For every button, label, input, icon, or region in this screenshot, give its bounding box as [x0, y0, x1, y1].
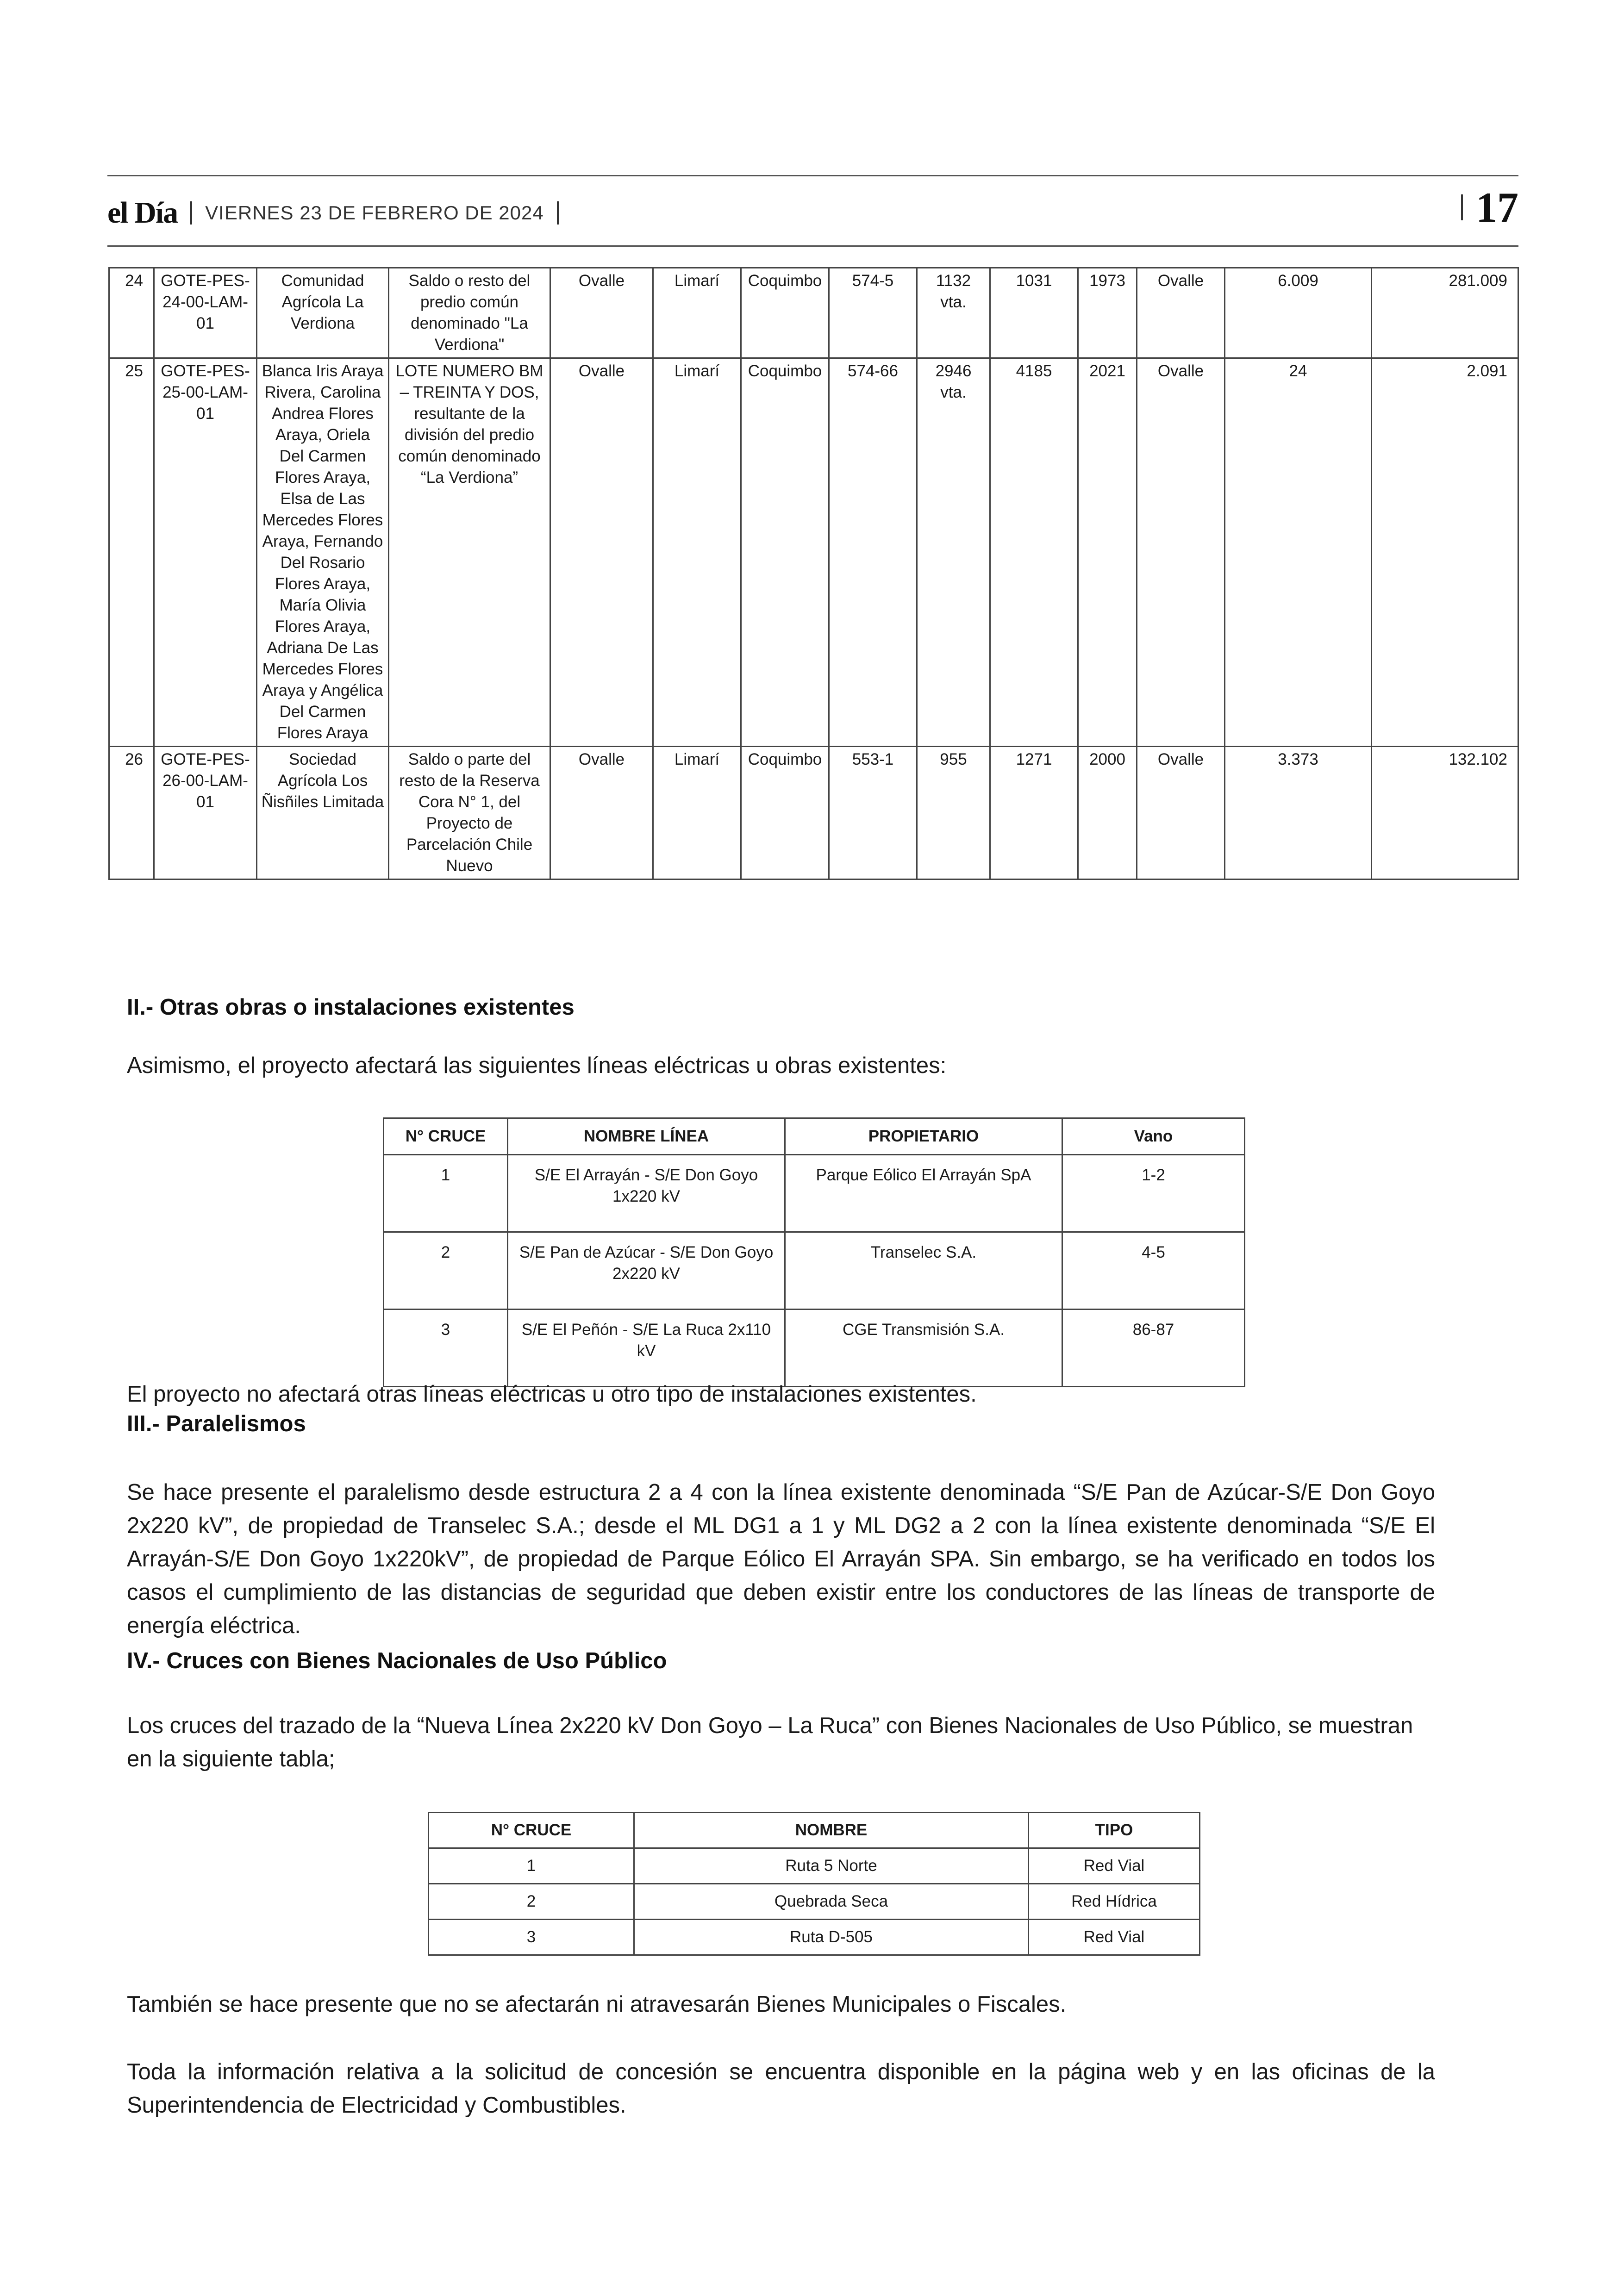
- section-3-heading: III.- Paralelismos: [127, 1411, 306, 1436]
- column-header: N° CRUCE: [384, 1118, 508, 1155]
- column-header: NOMBRE LÍNEA: [508, 1118, 785, 1155]
- parcel-cell-property: Saldo o parte del resto de la Reserva Cora N° 1, del Proyecto de Parcelación Chile Nuevo: [389, 747, 550, 879]
- table-cell: 4-5: [1062, 1232, 1245, 1310]
- page-number-block: [1461, 183, 1518, 232]
- parcel-cell-commune: Ovalle: [550, 358, 653, 747]
- table-cell: 1-2: [1062, 1155, 1245, 1232]
- parcel-cell-owner: Blanca Iris Araya Rivera, Carolina Andrea Flores Araya, Oriela Del Carmen Flores Araya, Elsa de Las Mercedes Flores Araya, Fernando Del Rosario Flores Araya, María Olivia Flores Araya, Adriana De Las Mercedes Flores Araya y Angélica Del Carmen Flores Araya: [257, 358, 389, 747]
- parcel-cell-province: Limarí: [653, 268, 741, 358]
- parcel-cell-code: GOTE-PES-26-00-LAM-01: [154, 747, 257, 879]
- table-cell: S/E Pan de Azúcar - S/E Don Goyo 2x220 kV: [508, 1232, 785, 1310]
- table-row: [429, 1884, 1200, 1920]
- parcel-cell-area1: 3.373: [1225, 747, 1372, 879]
- table-row: [429, 1848, 1200, 1884]
- parcel-cell-rol: 4185: [990, 358, 1078, 747]
- page-number-separator: [1461, 194, 1463, 220]
- parcel-cell-n: 24: [109, 268, 154, 358]
- parcel-cell-anio: 1973: [1078, 268, 1137, 358]
- parcel-cell-area1: 24: [1225, 358, 1372, 747]
- parcel-cell-region: Coquimbo: [741, 747, 829, 879]
- table-cell: S/E El Peñón - S/E La Ruca 2x110 kV: [508, 1310, 785, 1387]
- parcel-cell-area1: 6.009: [1225, 268, 1372, 358]
- parcel-cell-owner: Sociedad Agrícola Los Ñisñiles Limitada: [257, 747, 389, 879]
- parcel-cell-owner: Comunidad Agrícola La Verdiona: [257, 268, 389, 358]
- parcel-cell-numero: 955: [917, 747, 990, 879]
- header-top-rule: [107, 175, 1518, 176]
- newspaper-logo: el Día: [107, 196, 178, 230]
- table-row: [384, 1155, 1245, 1232]
- parcel-cell-numero: 1132 vta.: [917, 268, 990, 358]
- table-row: [109, 747, 1518, 879]
- table-cell: CGE Transmisión S.A.: [785, 1310, 1062, 1387]
- table-cell: Transelec S.A.: [785, 1232, 1062, 1310]
- table-cell: S/E El Arrayán - S/E Don Goyo 1x220 kV: [508, 1155, 785, 1232]
- parcel-cell-commune: Ovalle: [550, 747, 653, 879]
- table-cell: 3: [429, 1920, 634, 1955]
- parcel-cell-code: GOTE-PES-24-00-LAM-01: [154, 268, 257, 358]
- section-2-closing: El proyecto no afectará otras líneas eléctricas u otro tipo de instalaciones existentes.: [127, 1382, 977, 1407]
- header-bottom-rule: [107, 245, 1518, 247]
- table-cell: 2: [384, 1232, 508, 1310]
- parcel-cell-area2: 2.091: [1372, 358, 1518, 747]
- parcel-cell-n: 26: [109, 747, 154, 879]
- table-cell: 1: [384, 1155, 508, 1232]
- parcel-cell-n: 25: [109, 358, 154, 747]
- parcel-table: [108, 267, 1519, 880]
- parcel-cell-fojas: 574-66: [829, 358, 917, 747]
- parcel-cell-region: Coquimbo: [741, 268, 829, 358]
- parcel-cell-conservador: Ovalle: [1137, 747, 1225, 879]
- section-2-heading: II.- Otras obras o instalaciones existentes: [127, 995, 575, 1020]
- parcel-cell-commune: Ovalle: [550, 268, 653, 358]
- column-header: Vano: [1062, 1118, 1245, 1155]
- column-header: N° CRUCE: [429, 1813, 634, 1848]
- column-header: NOMBRE: [634, 1813, 1029, 1848]
- table-row: [384, 1232, 1245, 1310]
- table-cell: Red Vial: [1029, 1848, 1200, 1884]
- table-cell: Ruta D-505: [634, 1920, 1029, 1955]
- parcel-cell-property: Saldo o resto del predio común denominado "La Verdiona": [389, 268, 550, 358]
- table-cell: Quebrada Seca: [634, 1884, 1029, 1920]
- table-cell: 3: [384, 1310, 508, 1387]
- parcel-cell-numero: 2946 vta.: [917, 358, 990, 747]
- parcel-cell-conservador: Ovalle: [1137, 358, 1225, 747]
- parcel-cell-anio: 2000: [1078, 747, 1137, 879]
- header-separator: [557, 201, 559, 225]
- table-cell: 1: [429, 1848, 634, 1884]
- parcel-cell-region: Coquimbo: [741, 358, 829, 747]
- parcel-cell-fojas: 553-1: [829, 747, 917, 879]
- parcel-cell-conservador: Ovalle: [1137, 268, 1225, 358]
- section-3-body: Se hace presente el paralelismo desde estructura 2 a 4 con la línea existente denominada “S/E Pan de Azúcar-S/E Don Goyo 2x220 kV”, de propiedad de Transelec S.A.; desde el ML DG1 a 1 y ML DG2 a 2 con la línea existente denominada “S/E El Arrayán-S/E Don Goyo 1x220kV”, de propiedad de Parque Eólico El Arrayán SPA. Sin embargo, se ha verificado en todos los casos el cumplimiento de las distancias de seguridad que deben existir entre los conductores de las líneas de transporte de energía eléctrica.: [127, 1480, 1435, 1638]
- table-row: [384, 1310, 1245, 1387]
- parcel-cell-code: GOTE-PES-25-00-LAM-01: [154, 358, 257, 747]
- section-4-heading: IV.- Cruces con Bienes Nacionales de Uso Público: [127, 1648, 667, 1673]
- section-4-final: Toda la información relativa a la solicitud de concesión se encuentra disponible en la página web y en las oficinas de la Superintendencia de Electricidad y Combustibles.: [127, 2059, 1435, 2118]
- table-cell: Red Vial: [1029, 1920, 1200, 1955]
- parcel-cell-area2: 132.102: [1372, 747, 1518, 879]
- section-4-intro: Los cruces del trazado de la “Nueva Línea 2x220 kV Don Goyo – La Ruca” con Bienes Nacionales de Uso Público, se muestran en la siguiente tabla;: [127, 1713, 1413, 1771]
- public-crossings-table: [428, 1812, 1200, 1956]
- table-cell: 86-87: [1062, 1310, 1245, 1387]
- parcel-cell-province: Limarí: [653, 747, 741, 879]
- table-cell: Red Hídrica: [1029, 1884, 1200, 1920]
- column-header: PROPIETARIO: [785, 1118, 1062, 1155]
- section-2-intro: Asimismo, el proyecto afectará las siguientes líneas eléctricas u obras existentes:: [127, 1053, 947, 1078]
- parcel-cell-fojas: 574-5: [829, 268, 917, 358]
- section-4-note: También se hace presente que no se afectarán ni atravesarán Bienes Municipales o Fiscales.: [127, 1992, 1067, 2017]
- parcel-cell-rol: 1031: [990, 268, 1078, 358]
- page-number: 17: [1476, 184, 1518, 231]
- existing-lines-table: [383, 1117, 1245, 1387]
- table-cell: Parque Eólico El Arrayán SpA: [785, 1155, 1062, 1232]
- header-separator: [190, 201, 192, 225]
- column-header: TIPO: [1029, 1813, 1200, 1848]
- table-cell: Ruta 5 Norte: [634, 1848, 1029, 1884]
- table-row: [429, 1920, 1200, 1955]
- parcel-cell-province: Limarí: [653, 358, 741, 747]
- parcel-cell-property: LOTE NUMERO BM – TREINTA Y DOS, resultante de la división del predio común denominado “La Verdiona”: [389, 358, 550, 747]
- parcel-cell-area2: 281.009: [1372, 268, 1518, 358]
- parcel-cell-anio: 2021: [1078, 358, 1137, 747]
- table-row: [109, 358, 1518, 747]
- table-row: [109, 268, 1518, 358]
- issue-date: VIERNES 23 DE FEBRERO DE 2024: [205, 202, 544, 224]
- table-cell: 2: [429, 1884, 634, 1920]
- parcel-cell-rol: 1271: [990, 747, 1078, 879]
- masthead: [107, 197, 572, 229]
